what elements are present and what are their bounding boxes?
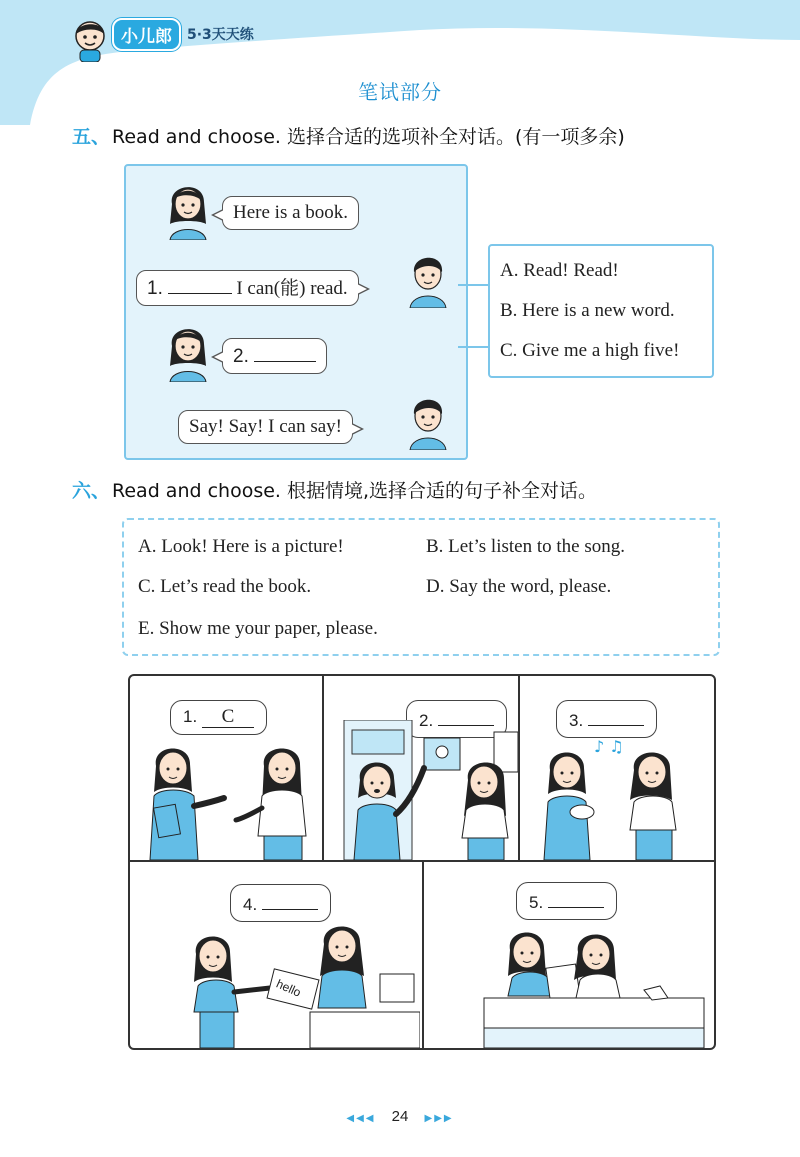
dialog-bubble-3 (222, 338, 327, 374)
comic-number-2: 2. (419, 711, 434, 730)
sentence-d[interactable]: D. Say the word, please. (426, 576, 612, 597)
task5-dialog-panel (124, 164, 468, 460)
section-heading: 笔试部分 (358, 80, 442, 104)
comic-panel-4 (130, 862, 422, 1048)
dialog-bubble-2 (136, 270, 359, 306)
comic-number-4: 4. (243, 895, 258, 914)
answer-blank-2[interactable] (254, 343, 316, 362)
sentence-b[interactable]: B. Let’s listen to the song. (426, 536, 625, 557)
option-c[interactable]: C. Give me a high five! (500, 340, 680, 361)
sentence-c[interactable]: C. Let’s read the book. (138, 576, 312, 597)
sentence-e[interactable]: E. Show me your paper, please. (138, 618, 378, 639)
brand-logo: 小儿郎 (112, 18, 181, 51)
comic-answer-5[interactable] (548, 889, 604, 908)
comic-bubble-1 (170, 700, 267, 735)
task6-instruction: Read and choose. 根据情境,选择合适的句子补全对话。 (112, 480, 598, 502)
comic-bubble-5 (516, 882, 617, 920)
girls-word-illustration (464, 916, 714, 1048)
option-b[interactable]: B. Here is a new word. (500, 300, 675, 321)
page-number: 24 (391, 1108, 409, 1125)
task5-number: 五、 (72, 126, 111, 148)
mascot-boy-icon (70, 18, 110, 62)
girls-picture-illustration (324, 720, 518, 860)
panel-connector (458, 284, 492, 296)
comic-number-1: 1. (183, 707, 198, 726)
dialog-number-1: 1. (147, 278, 163, 299)
comic-answer-4[interactable] (262, 891, 318, 910)
comic-panel-5 (424, 862, 714, 1048)
dialog-text-1: Here is a book. (233, 202, 349, 223)
task5-options-box (488, 244, 714, 378)
comic-number-3: 3. (569, 711, 584, 730)
dialog-bubble-1 (222, 196, 359, 230)
dialog-text-4: Say! Say! I can say! (189, 416, 343, 437)
sentence-a[interactable]: A. Look! Here is a picture! (138, 536, 344, 557)
panel-connector (458, 346, 492, 358)
comic-answer-1[interactable]: C (202, 707, 254, 728)
girls-song-illustration (520, 730, 714, 860)
footer-left-arrows: ◀◀◀ (346, 1113, 376, 1124)
answer-blank-1[interactable] (168, 275, 232, 294)
comic-panel-2 (324, 676, 518, 860)
svg-text:♪ ♫: ♪ ♫ (594, 737, 624, 756)
comic-panel-3 (520, 676, 714, 860)
dialog-text-2: I can(能) read. (236, 278, 348, 299)
dialog-bubble-4 (178, 410, 353, 444)
task6-comic (128, 674, 716, 1050)
task5-title (72, 122, 625, 149)
task6-number: 六、 (72, 480, 111, 502)
brand-series: 5·3天天练 (187, 27, 254, 43)
footer-right-arrows: ▶▶▶ (424, 1113, 454, 1124)
brand (112, 14, 254, 54)
comic-answer-3[interactable] (588, 707, 644, 726)
dialog-number-2: 2. (233, 346, 249, 367)
girls-reading-illustration (140, 736, 316, 860)
task6-title (72, 476, 597, 503)
task5-instruction: Read and choose. 选择合适的选项补全对话。(有一项多余) (112, 126, 625, 148)
boy-avatar-icon (406, 392, 450, 450)
comic-panel-1 (130, 676, 322, 860)
task6-sentence-box (122, 518, 720, 656)
paper-hello-text: hello (274, 976, 304, 1000)
girl-avatar-icon (164, 318, 212, 382)
girls-paper-illustration (170, 912, 420, 1048)
page-footer (0, 1108, 800, 1125)
option-a[interactable]: A. Read! Read! (500, 260, 619, 281)
boy-avatar-icon (406, 250, 450, 308)
comic-number-5: 5. (529, 893, 544, 912)
girl-avatar-icon (164, 176, 212, 240)
